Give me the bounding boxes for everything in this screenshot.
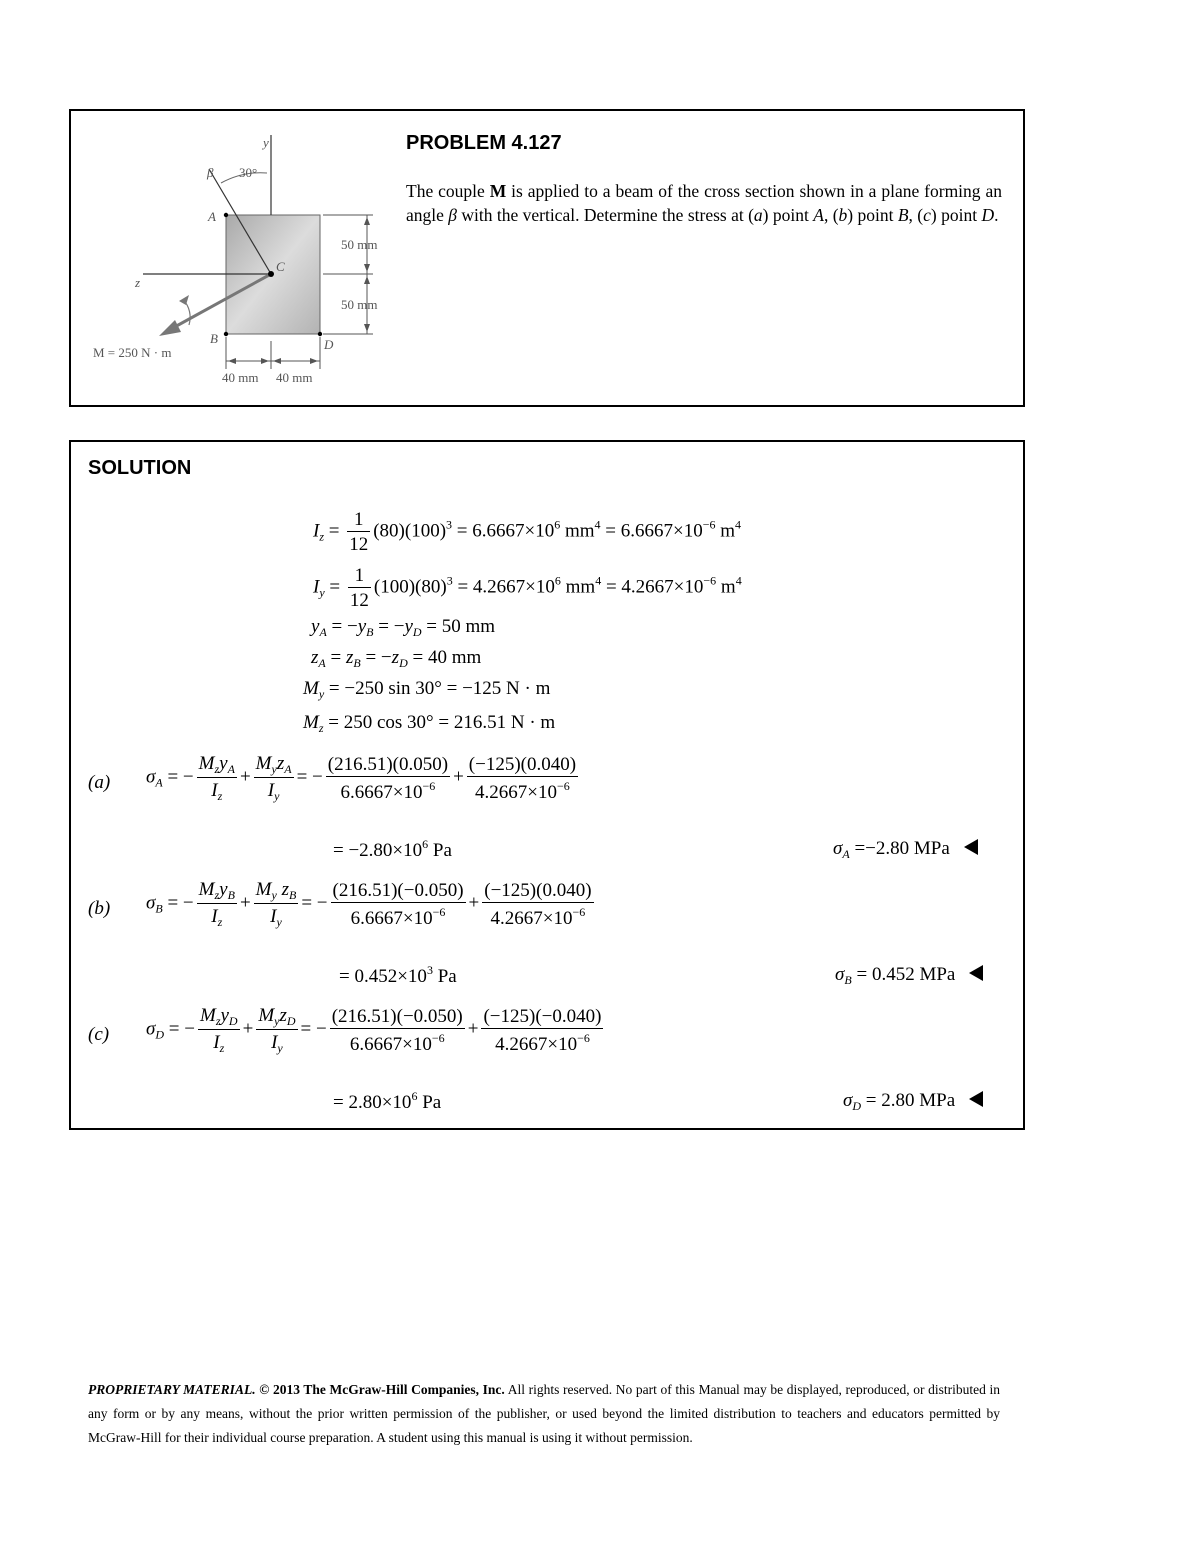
dim-bottom-label: 50 mm	[341, 297, 378, 312]
eq-z-coords: $z_A = z_B = -z_D = 40$ mm	[311, 647, 482, 670]
dim-top-label: 50 mm	[341, 237, 378, 252]
answer-b: $\sigma_B = 0.452$ MPa	[835, 964, 983, 988]
moment-label: M = 250 N · m	[93, 345, 172, 360]
eq-y-coords: $y_A = -y_B = -y_D = 50$ mm	[311, 616, 496, 639]
part-b-label: (b)	[88, 898, 111, 919]
point-b	[224, 332, 228, 336]
problem-statement: The couple M is applied to a beam of the cross section shown in a plane forming an angle β with the vertical. Determine the stress at (a) point A, (b) point B, (c) point D.	[406, 181, 1002, 225]
answer-c-marker	[969, 1091, 983, 1107]
label-z: z	[135, 275, 141, 290]
answer-b-marker	[969, 965, 983, 981]
answer-a-marker	[964, 839, 978, 855]
label-a: A	[208, 209, 216, 224]
part-c-label: (c)	[88, 1024, 110, 1045]
cross-section-figure	[71, 111, 401, 405]
solution-title: SOLUTION	[88, 457, 192, 479]
moment-curl-arrowhead	[179, 295, 189, 305]
label-y: y	[263, 135, 269, 150]
eq-mz: $M_z = 250$ cos 30° = 216.51 N · m	[303, 712, 556, 735]
label-b: B	[210, 331, 218, 346]
label-30deg: 30°	[239, 165, 258, 180]
eq-sigma-a-value: = $-2.80\times 10^6$ Pa	[333, 837, 452, 861]
eq-sigma-b: $\sigma_B$ = − $\frac{M_zy_B}{I_z}$ + $\frac{M_y z_B}{I_y}$ = − $\frac{(216.51)(-0.050)}{6.6667\times 10^{-6}}$ + $\frac{(-125)(0.040)}{4.2667\times 10^{-6}}$	[146, 879, 592, 929]
eq-sigma-d: $\sigma_D$ = − $\frac{M_zy_D}{I_z}$ + $\frac{M_yz_D}{I_y}$ = − $\frac{(216.51)(-0.050)}{6.6667\times 10^{-6}}$ + $\frac{(-125)(-0.040)}{4.2667\times 10^{-6}}$	[146, 1005, 602, 1055]
answer-a: $\sigma_A =-2.80$ MPa	[833, 838, 978, 862]
solution-box	[69, 440, 1025, 1130]
eq-iy: $I_y$ = $\frac{1}{12}$ $(100)(80)^3 = 4.2667\times 10^6$ $mm^4 = 4.2667\times 10^{-6}$ $m^4$	[313, 565, 742, 611]
eq-iz: $I_z$ = $\frac{1}{12}$ $(80)(100)^3 = 6.6667\times 10^6$ $mm^4 = 6.6667\times 10^{-6}$ $m^4$	[313, 509, 742, 555]
label-c: C	[276, 259, 285, 274]
problem-box	[69, 109, 1025, 407]
label-beta: β	[207, 165, 214, 180]
point-a	[224, 213, 228, 217]
moment-arrowhead	[159, 320, 181, 336]
eq-sigma-a: $\sigma_A$ = − $\frac{M_zy_A}{I_z}$ + $\frac{M_yz_A}{I_y}$ = − $\frac{(216.51)(0.050)}{6.6667\times 10^{-6}}$ + $\frac{(-125)(0.040)}{4.2667\times 10^{-6}}$	[146, 753, 577, 803]
label-d: D	[324, 337, 334, 352]
point-d	[318, 332, 322, 336]
answer-c: $\sigma_D = 2.80$ MPa	[843, 1090, 983, 1114]
dim-right-label: 40 mm	[276, 370, 313, 385]
eq-sigma-d-value: = $2.80\times 10^6$ Pa	[333, 1089, 442, 1113]
problem-title: PROBLEM 4.127	[406, 132, 562, 154]
dim-left-label: 40 mm	[222, 370, 259, 385]
eq-my: $M_y = -250$ sin 30° = −125 N · m	[303, 678, 551, 701]
part-a-label: (a)	[88, 772, 111, 793]
eq-sigma-b-value: = $0.452\times 10^3$ Pa	[339, 963, 457, 987]
footer-notice: PROPRIETARY MATERIAL. © 2013 The McGraw-Hill Companies, Inc. All rights reserved. No part of this Manual may be displayed, reproduced, or distributed in any form or by any means, without the prior written permission of the publisher, or used beyond the limited distribution to teachers and educators permitted by McGraw-Hill for their individual course preparation. A student using this manual is using it without permission.	[88, 1382, 1001, 1445]
point-c	[268, 271, 274, 277]
